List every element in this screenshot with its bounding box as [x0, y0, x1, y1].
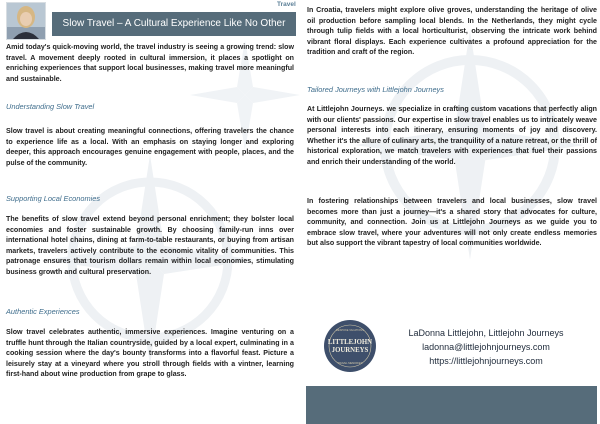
contact-name: LaDonna Littlejohn, Littlejohn Journeys: [408, 328, 564, 338]
author-avatar: [6, 2, 46, 40]
right-page: [300, 0, 600, 424]
paragraph: At Littlejohn Journeys. we specialize in crafting custom vacations that perfectly align with our clients' passions. Our expertise in slow travel enables us to intricately weave personal interests into each itinerary, ensuring moments of joy and discovery. Whether it's the allure of culinary arts, the tranquility of a nature retreat, or the thrill of historical exploration, we match travelers with experiences that fuel their passions and enrich their understanding of the world.: [307, 105, 597, 166]
paragraph: In fostering relationships between travelers and local businesses, slow travel becomes more than just a journey—it's a shared story that advocates for culture, community, and connection. Join us at Littlejohn Journeys as we guide you to embrace slow travel, where your adventures will not only create endless memories but also support the vibrant tapestry of local communities worldwide.: [307, 197, 597, 247]
contact-website[interactable]: https://littlejohnjourneys.com: [429, 356, 543, 366]
company-logo: [324, 320, 376, 372]
logo-line1: LITTLEJOHN: [327, 339, 373, 346]
page-title: Slow Travel – A Cultural Experience Like No Other: [62, 18, 286, 29]
section-paragraph: Slow travel celebrates authentic, immersive experiences. Imagine venturing on a truffle hunt through the Italian countryside, guided by a local expert, culminating in a cooking session where the day's bounty transforms into a flavorful feast. Picture a leisurely stay at a vineyard where you stroll through fields with a vintner, learning first-hand about wine production from grape to glass.: [6, 328, 294, 378]
intro-paragraph: Amid today's quick-moving world, the travel industry is seeing a growing trend: slow travel. A movement deeply rooted in cultural immersion, it places a spotlight on enriching experiences that support local businesses, making travel more meaningful and sustainable.: [6, 43, 294, 83]
paragraph: In Croatia, travelers might explore olive groves, understanding the heritage of olive oil production before sampling local blends. In the Netherlands, they might cycle through tulip fields with a local horticulturist, observing the intricate work behind vibrant floral displays. Each experience cultivates a profound appreciation for the tradition and craft of the region.: [307, 6, 597, 56]
section-paragraph: The benefits of slow travel extend beyond personal enrichment; they bolster local economies and foster sustainable growth. By choosing family-run inns over international hotel chains, dining at farm-to-table restaurants, or buying from artisan markets, travelers actively contribute to the economic vitality of communities. This patronage ensures that tourism dollars remain within local economies, stimulating business growth and cultural preservation.: [6, 215, 294, 276]
section-tag: Travel: [277, 1, 296, 8]
section-heading: Understanding Slow Travel: [6, 102, 95, 111]
title-bar: [52, 12, 296, 36]
footer-bar: [306, 386, 597, 424]
section-heading: Supporting Local Economies: [6, 194, 101, 203]
section-heading: Authentic Experiences: [6, 307, 80, 316]
logo-ring-bottom: TRAVEL MEMORIES: [337, 362, 363, 365]
section-paragraph: Slow travel is about creating meaningful connections, offering travelers the chance to experience life as a local. With an emphasis on staying longer and exploring deeper, this approach encourages genuine engagement with people, places, and the pulse of the community.: [6, 127, 294, 167]
contact-email[interactable]: ladonna@littlejohnjourneys.com: [422, 342, 550, 352]
logo-ring-top: BESPOKE VACATIONS: [336, 329, 364, 332]
section-heading: Tailored Journeys with Littlejohn Journeys: [307, 85, 444, 94]
logo-line2: JOURNEYS: [331, 347, 369, 354]
